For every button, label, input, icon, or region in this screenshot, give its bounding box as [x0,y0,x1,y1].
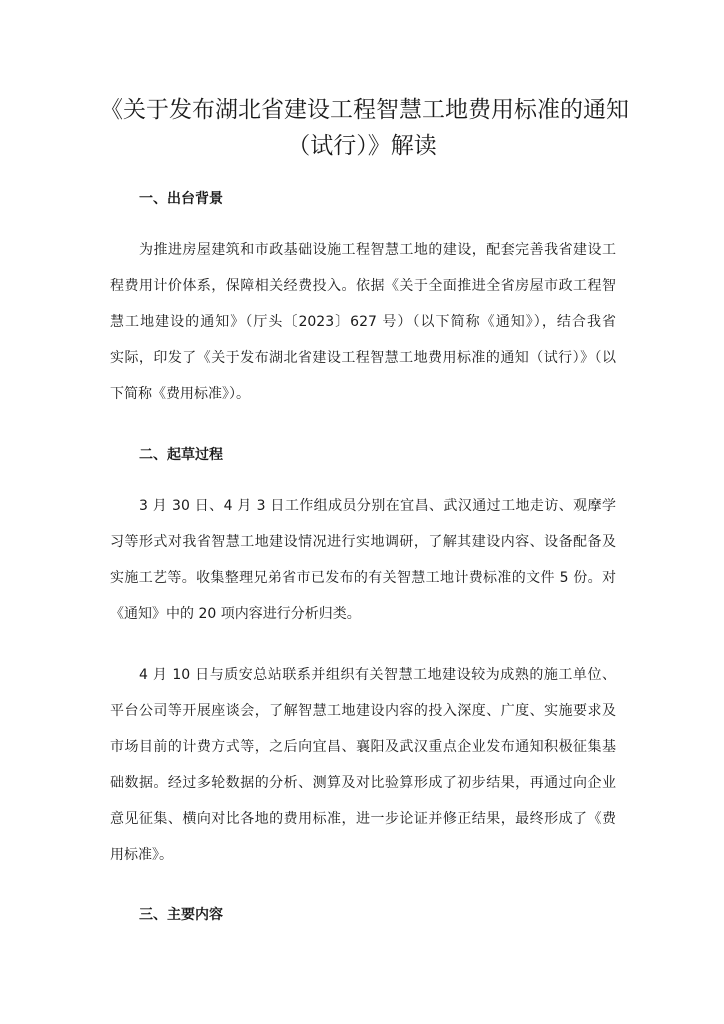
paragraph-line: 实施工艺等。收集整理兄弟省市已发布的有关智慧工地计费标准的文件 5 份。对 [110,570,616,586]
paragraph-line: 慧工地建设的通知》（厅头〔2023〕627 号）（以下简称《通知》），结合我省 [110,314,616,330]
paragraph-line: 程费用计价体系，保障相关经费投入。依据《关于全面推进全省房屋市政工程智 [110,278,616,294]
section-heading-drafting: 二、起草过程 [139,447,223,463]
paragraph-line: 习等形式对我省智慧工地建设情况进行实地调研，了解其建设内容、设备配备及 [110,534,616,550]
paragraph-line: 用标准》。 [110,847,173,863]
paragraph-line: 《通知》中的 20 项内容进行分析归类。 [110,606,361,622]
paragraph-line: 为推进房屋建筑和市政基础设施工程智慧工地的建设，配套完善我省建设工 [139,242,616,258]
paragraph-line: 3 月 30 日、4 月 3 日工作组成员分别在宜昌、武汉通过工地走访、观摩学 [139,498,616,514]
paragraph-line: 实际，印发了《关于发布湖北省建设工程智慧工地费用标准的通知（试行）》（以 [110,350,616,366]
document-title [100,92,629,164]
section-heading-background: 一、出台背景 [139,191,223,207]
title-line-1: 《关于发布湖北省建设工程智慧工地费用标准的通知 [100,97,629,123]
paragraph-background [110,232,616,412]
paragraph-drafting-1 [110,488,616,632]
paragraph-line: 础数据。经过多轮数据的分析、测算及对比验算形成了初步结果，再通过向企业 [110,775,616,791]
paragraph-line: 4 月 10 日与质安总站联系并组织有关智慧工地建设较为成熟的施工单位、 [139,667,616,683]
title-line-2: （试行）》解读 [287,133,437,159]
section-heading-main-content: 三、主要内容 [139,907,223,923]
paragraph-line: 平台公司等开展座谈会，了解智慧工地建设内容的投入深度、广度、实施要求及 [110,703,616,719]
paragraph-line: 下简称《费用标准》）。 [110,386,250,402]
paragraph-line: 意见征集、横向对比各地的费用标准，进一步论证并修正结果，最终形成了《费 [110,811,616,827]
paragraph-line: 市场目前的计费方式等，之后向宜昌、襄阳及武汉重点企业发布通知积极征集基 [110,739,616,755]
paragraph-drafting-2 [110,657,616,873]
